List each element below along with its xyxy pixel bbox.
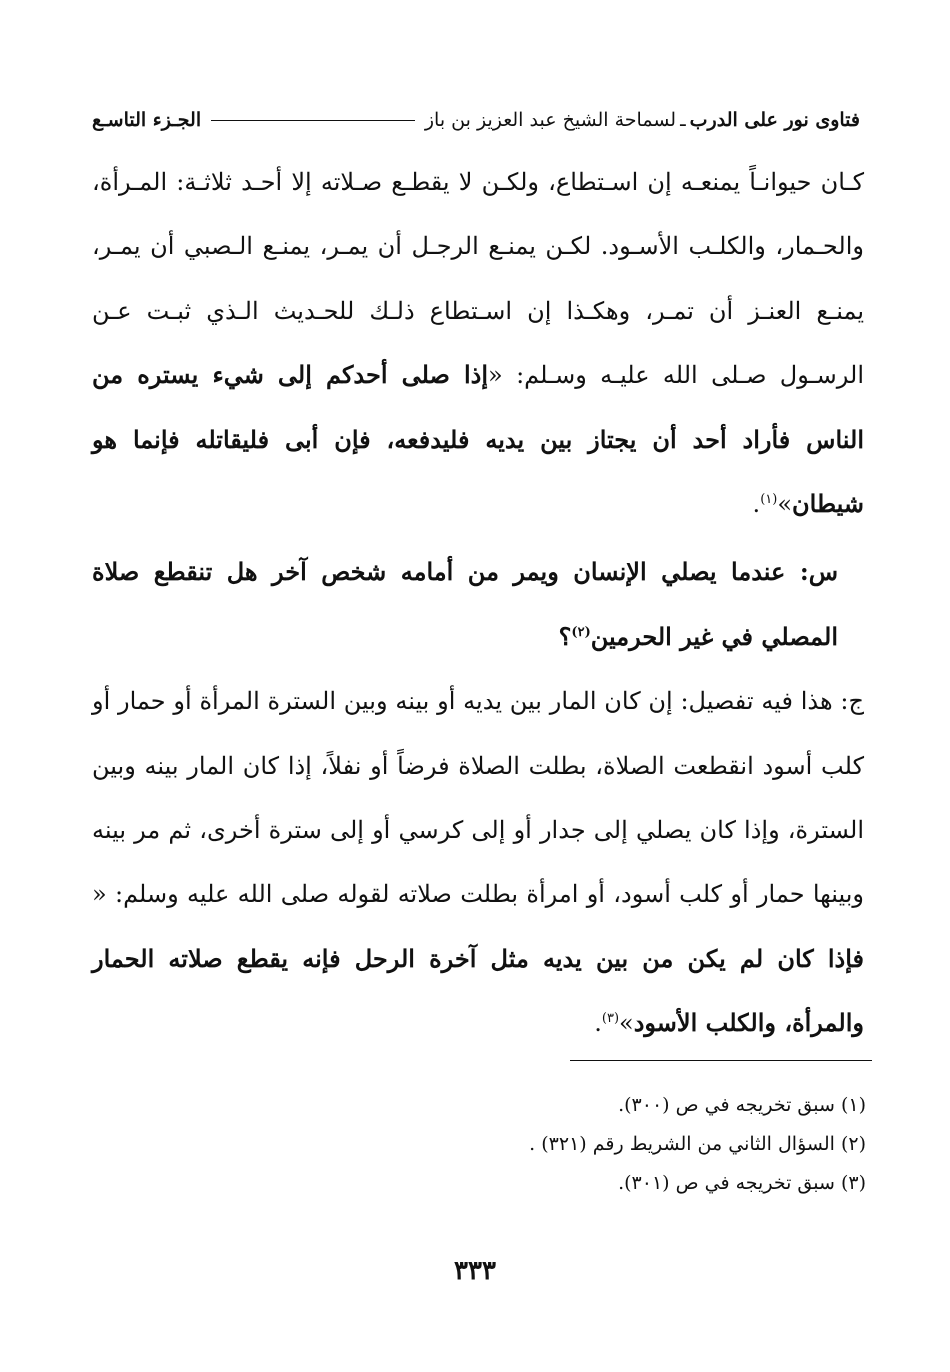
running-header	[92, 100, 860, 140]
question-paragraph	[92, 540, 864, 669]
body-text	[92, 150, 864, 1056]
footnote-ref: (٢)	[571, 624, 591, 640]
footnote-ref: (١)	[760, 492, 778, 508]
page-number: ٣٣٣	[454, 1256, 496, 1286]
author-line: لسماحة الشيخ عبد العزيز بن باز	[424, 109, 677, 131]
paragraph-text: كـان حيوانـاً يمنعـه إن اسـتطاع، ولكـن لا يقطـع صـلاته إلا أحـد ثلاثـة: المـرأة، والحـمار، والكلـب الأسـود. لكـن يمنـع الرجـل أن يمـر، يمنـع الـصبي أن يمـر، يمنـع العنـز أن تمـر، وهكـذا إن اسـتطاع ذلـك للحـديث الـذي ثبـت عـن الرسـول صـلى الله عليـه وسـلم: «	[92, 168, 865, 390]
hadith-quote: إذا صلى أحدكم إلى شيء يستره من الناس فأراد أحد أن يجتاز بين يديه فليدفعه، فإن أبى فليقاتله فإنما هو شيطان	[92, 360, 864, 519]
part-label: الجـزء التاسـع	[92, 109, 202, 131]
question-text: س: عندما يصلي الإنسان ويمر من أمامه شخص آخر هل تنقطع صلاة المصلي في غير الحرمين	[92, 557, 838, 651]
footnote-1: (١) سبق تخريجه في ص (٣٠٠).	[618, 1094, 866, 1116]
header-dash: ـ	[680, 109, 686, 131]
header-rule	[211, 120, 415, 121]
footnote-3: (٣) سبق تخريجه في ص (٣٠١).	[618, 1172, 866, 1194]
footnote-separator	[570, 1060, 872, 1061]
quote-close: »	[619, 1009, 634, 1038]
paragraph-end: .	[752, 490, 761, 519]
book-title: فتاوى نور على الدرب	[689, 109, 860, 131]
paragraph-continuation	[92, 150, 864, 536]
answer-paragraph	[92, 669, 864, 1055]
footnote-ref: (٣)	[601, 1011, 620, 1027]
question-mark: ؟	[558, 621, 572, 651]
footnotes	[300, 1086, 866, 1203]
quote-close: »	[777, 490, 793, 519]
paragraph-end: .	[594, 1009, 602, 1038]
answer-text: ج: هذا فيه تفصيل: إن كان المار بين يديه أو بينه وبين السترة المرأة أو حمار أو كلب أسود انقطعت الصلاة، بطلت الصلاة فرضاً أو نفلاً، إذا كان المار بينه وبين السترة، وإذا كان يصلي إلى جدار أو إلى كرسي أو إلى سترة أخرى، ثم مر بينه وبينها حمار أو كلب أسود، أو امرأة بطلت صلاته لقوله صلى الله عليه وسلم: «	[92, 687, 865, 909]
footnote-2: (٢) السؤال الثاني من الشريط رقم (٣٢١) .	[529, 1133, 866, 1155]
hadith-quote: فإذا كان لم يكن من بين يديه مثل آخرة الرحل فإنه يقطع صلاته الحمار والمرأة، والكلب الأسود	[92, 943, 864, 1038]
